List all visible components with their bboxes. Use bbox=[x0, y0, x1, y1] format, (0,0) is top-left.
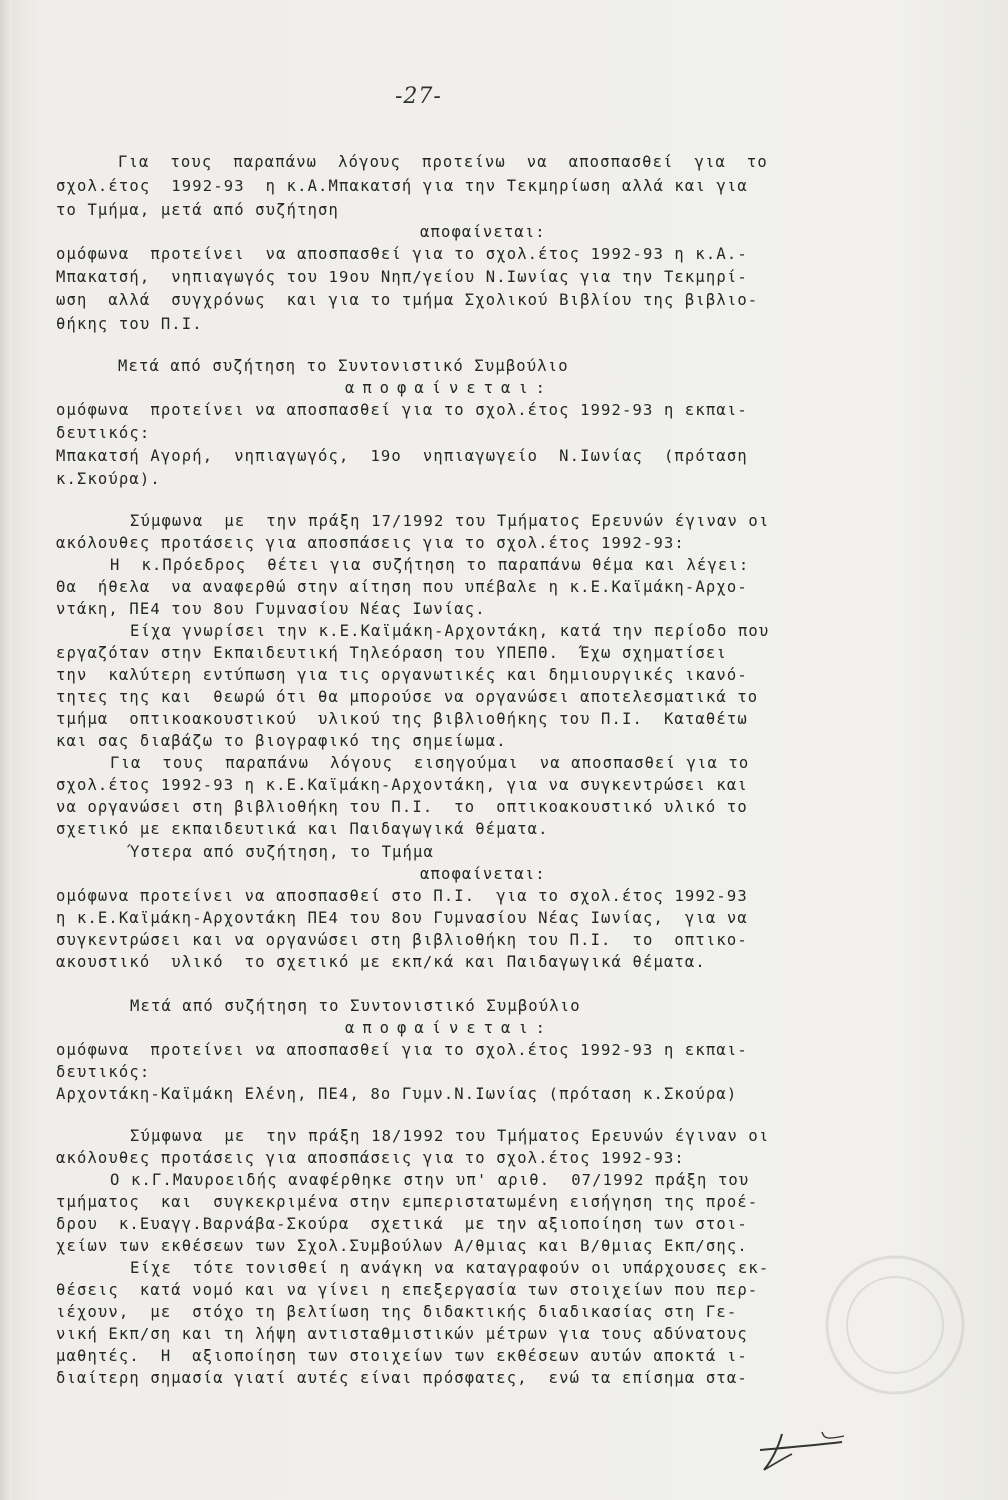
text-line: μαθητές. Η αξιοποίηση των στοιχείων των εκθέσεων αυτών αποκτά ι- bbox=[56, 1347, 748, 1365]
text-line: Μπακατσή Αγορή, νηπιαγωγός, 19ο νηπιαγωγείο Ν.Ιωνίας (πρόταση bbox=[56, 447, 748, 465]
text-line: Είχα γνωρίσει την κ.Ε.Καϊμάκη-Αρχοντάκη, κατά την περίοδο που bbox=[130, 622, 770, 640]
text-line: ιέχουν, με στόχο τη βελτίωση της διδακτικής διαδικασίας στη Γε- bbox=[56, 1303, 738, 1321]
decision-heading: αποφαίνεται: bbox=[420, 223, 546, 241]
text-line: θήκης του Π.Ι. bbox=[56, 315, 203, 333]
text-line: Ύστερα από συζήτηση, το Τμήμα bbox=[130, 843, 434, 861]
text-line: θέσεις κατά νομό και να γίνει η επεξεργασία των στοιχείων που περ- bbox=[56, 1281, 759, 1299]
text-line: δευτικός: bbox=[56, 1063, 151, 1081]
text-line: σχολ.έτος 1992-93 η κ.Ε.Καϊμάκη-Αρχοντάκη, για να συγκεντρώσει και bbox=[56, 776, 748, 794]
text-line: Μπακατσή, νηπιαγωγός του 19ου Νηπ/γείου Ν.Ιωνίας για την Τεκμηρί- bbox=[56, 268, 748, 286]
text-line: να οργανώσει στη βιβλιοθήκη του Π.Ι. το οπτικοακουστικό υλικό το bbox=[56, 798, 748, 816]
faded-stamp bbox=[820, 1250, 970, 1400]
text-line: ομόφωνα προτείνει να αποσπασθεί στο Π.Ι. για το σχολ.έτος 1992-93 bbox=[56, 887, 748, 905]
text-line: δρου κ.Ευαγγ.Βαρνάβα-Σκούρα σχετικά με την αξιοποίηση των στοι- bbox=[56, 1215, 748, 1233]
text-line: Ο κ.Γ.Μαυροειδής αναφέρθηκε στην υπ' αριθ. 07/1992 πράξη του bbox=[110, 1171, 750, 1189]
text-line: Αρχοντάκη-Καϊμάκη Ελένη, ΠΕ4, 8ο Γυμν.Ν.Ιωνίας (πρόταση κ.Σκούρα) bbox=[56, 1085, 738, 1103]
binding-shadow bbox=[0, 0, 12, 1500]
text-line: δευτικός: bbox=[56, 424, 151, 442]
text-line: Η κ.Πρόεδρος θέτει για συζήτηση το παραπάνω θέμα και λέγει: bbox=[110, 556, 750, 574]
text-line: ομόφωνα προτείνει να αποσπασθεί για το σχολ.έτος 1992-93 η εκπαι- bbox=[56, 401, 748, 419]
text-line: Για τους παραπάνω λόγους εισηγούμαι να αποσπασθεί για το bbox=[110, 754, 750, 772]
text-line: ντάκη, ΠΕ4 του 8ου Γυμνασίου Νέας Ιωνίας. bbox=[56, 600, 486, 618]
text-line: ομόφωνα προτείνει να αποσπασθεί για το σχολ.έτος 1992-93 η κ.Α.- bbox=[56, 245, 748, 263]
text-line: εργαζόταν στην Εκπαιδευτική Τηλεόραση του ΥΠΕΠΘ. Έχω σχηματίσει bbox=[56, 644, 727, 662]
decision-heading: αποφαίνεται: bbox=[420, 865, 546, 883]
text-line: τητες της και θεωρώ ότι θα μπορούσε να οργανώσει αποτελεσματικά το bbox=[56, 688, 759, 706]
text-line: Σύμφωνα με την πράξη 18/1992 του Τμήματος Ερευνών έγιναν οι bbox=[130, 1127, 770, 1145]
text-line: διαίτερη σημασία γιατί αυτές είναι πρόσφατες, ενώ τα επίσημα στα- bbox=[56, 1369, 748, 1387]
text-line: ακόλουθες προτάσεις για αποσπάσεις για το σχολ.έτος 1992-93: bbox=[56, 1149, 685, 1167]
text-line: την καλύτερη εντύπωση για τις οργανωτικές και δημιουργικές ικανό- bbox=[56, 666, 748, 684]
text-line: Σύμφωνα με την πράξη 17/1992 του Τμήματος Ερευνών έγιναν οι bbox=[130, 512, 770, 530]
text-line: τμήματος και συγκεκριμένα στην εμπεριστατωμένη εισήγηση της προέ- bbox=[56, 1193, 759, 1211]
text-line: η κ.Ε.Καϊμάκη-Αρχοντάκη ΠΕ4 του 8ου Γυμνασίου Νέας Ιωνίας, για να bbox=[56, 909, 748, 927]
text-line: ομόφωνα προτείνει να αποσπασθεί για το σχολ.έτος 1992-93 η εκπαι- bbox=[56, 1041, 748, 1059]
handwritten-signature bbox=[752, 1420, 852, 1480]
text-line: σχολ.έτος 1992-93 η κ.Α.Μπακατσή για την Τεκμηρίωση αλλά και για bbox=[56, 177, 748, 195]
text-line: Μετά από συζήτηση το Συντονιστικό Συμβούλιο bbox=[118, 357, 569, 375]
page-number: -27- bbox=[395, 84, 442, 109]
text-line: ακόλουθες προτάσεις για αποσπάσεις για το σχολ.έτος 1992-93: bbox=[56, 534, 685, 552]
text-line: κ.Σκούρα). bbox=[56, 470, 161, 488]
text-line: Για τους παραπάνω λόγους προτείνω να αποσπασθεί για το bbox=[118, 153, 768, 171]
decision-heading: αποφαίνεται: bbox=[345, 379, 553, 397]
text-line: σχετικό με εκπαιδευτικά και Παιδαγωγικά θέματα. bbox=[56, 820, 549, 838]
text-line: Θα ήθελα να αναφερθώ στην αίτηση που υπέβαλε η κ.Ε.Καϊμάκη-Αρχο- bbox=[56, 578, 748, 596]
text-line: και σας διαβάζω το βιογραφικό της σημείωμα. bbox=[56, 732, 507, 750]
text-line: το Τμήμα, μετά από συζήτηση bbox=[56, 201, 340, 219]
text-line: ακουστικό υλικό το σχετικό με εκπ/κά και Παιδαγωγικά θέματα. bbox=[56, 953, 706, 971]
text-line: συγκεντρώσει και να οργανώσει στη βιβλιοθήκη του Π.Ι. το οπτικο- bbox=[56, 931, 748, 949]
text-line: Είχε τότε τονισθεί η ανάγκη να καταγραφούν οι υπάρχουσες εκ- bbox=[130, 1259, 770, 1277]
text-line: τμήμα οπτικοακουστικού υλικού της βιβλιοθήκης του Π.Ι. Καταθέτω bbox=[56, 710, 748, 728]
text-line: ωση αλλά συγχρόνως και για το τμήμα Σχολικού Βιβλίου της βιβλιο- bbox=[56, 291, 759, 309]
text-line: χείων των εκθέσεων των Σχολ.Συμβούλων Α/θμιας και Β/θμιας Εκπ/σης. bbox=[56, 1237, 748, 1255]
text-line: νική Εκπ/ση και τη λήψη αντισταθμιστικών μέτρων για τους αδύνατους bbox=[56, 1325, 748, 1343]
text-line: Μετά από συζήτηση το Συντονιστικό Συμβούλιο bbox=[130, 997, 581, 1015]
decision-heading: αποφαίνεται: bbox=[345, 1019, 553, 1037]
